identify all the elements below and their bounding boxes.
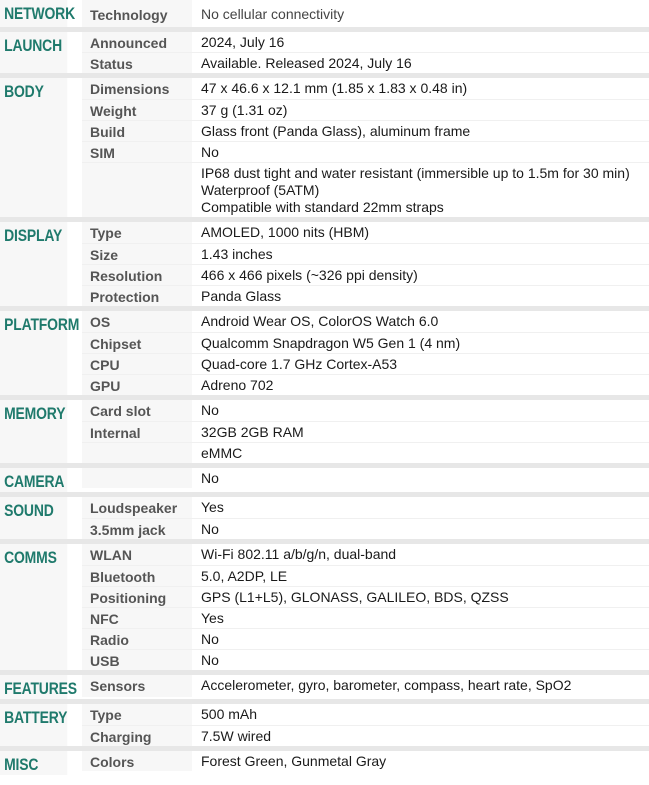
spec-value-line: 1.43 inches [201, 246, 273, 262]
section-title[interactable]: COMMS [0, 544, 67, 670]
spec-value [192, 443, 649, 463]
section-rows [82, 497, 649, 539]
spec-value-line: 2024, July 16 [201, 34, 285, 50]
spec-value [192, 704, 649, 725]
spec-value-line: 7.5W wired [201, 728, 272, 744]
spec-value [192, 333, 649, 353]
spec-value-line: Forest Green, Gunmetal Gray [201, 753, 387, 769]
spec-row [82, 421, 649, 442]
spec-value-line: Accelerometer, gyro, barometer, compass, heart rate, SpO2 [201, 677, 572, 693]
spec-value [192, 121, 649, 141]
spec-value-line: No [201, 470, 219, 486]
section-title[interactable]: BATTERY [0, 704, 67, 746]
spec-label[interactable]: Announced [82, 32, 192, 52]
spec-label[interactable]: Build [82, 121, 192, 141]
section-title[interactable]: MEMORY [0, 400, 67, 463]
spec-row [82, 704, 649, 725]
spec-label[interactable]: Protection [82, 286, 192, 306]
spec-section-camera [0, 468, 649, 497]
spec-label[interactable]: WLAN [82, 544, 192, 565]
spec-row [82, 222, 649, 243]
spec-row [82, 0, 649, 27]
section-title[interactable]: MISC [0, 751, 67, 775]
spec-value [192, 0, 649, 27]
spec-value [192, 311, 649, 332]
spec-label [82, 443, 192, 463]
section-title[interactable]: NETWORK [0, 0, 67, 27]
spec-section-comms [0, 544, 649, 675]
spec-value-line: Panda Glass [201, 288, 282, 304]
spec-value-line: eMMC [201, 445, 243, 461]
section-rows [82, 78, 649, 217]
spec-value-line: 5.0, A2DP, LE [201, 568, 288, 584]
spec-section-misc [0, 751, 649, 775]
spec-row [82, 675, 649, 697]
spec-value-line: 500 mAh [201, 706, 258, 722]
spec-row [82, 497, 649, 518]
spec-label[interactable]: Colors [82, 751, 192, 771]
section-title[interactable]: DISPLAY [0, 222, 67, 306]
spec-value [192, 53, 649, 73]
spec-row [82, 565, 649, 586]
spec-value [192, 422, 649, 442]
spec-label[interactable]: OS [82, 311, 192, 332]
spec-label[interactable]: Card slot [82, 400, 192, 421]
spec-label[interactable]: NFC [82, 608, 192, 628]
spec-value [192, 400, 649, 421]
spec-section-display [0, 222, 649, 311]
spec-row [82, 332, 649, 353]
section-rows [82, 0, 649, 27]
section-rows [82, 704, 649, 746]
spec-section-memory [0, 400, 649, 468]
spec-row [82, 285, 649, 306]
spec-row [82, 141, 649, 162]
spec-label[interactable]: Bluetooth [82, 566, 192, 586]
spec-value [192, 726, 649, 746]
spec-section-features [0, 675, 649, 704]
spec-value [192, 675, 649, 697]
spec-label[interactable]: Internal [82, 422, 192, 442]
spec-row [82, 468, 649, 488]
section-rows [82, 675, 649, 699]
section-rows [82, 468, 649, 492]
spec-label[interactable]: Technology [82, 0, 192, 27]
spec-row [82, 311, 649, 332]
spec-value [192, 222, 649, 243]
spec-label[interactable]: USB [82, 650, 192, 670]
spec-row [82, 52, 649, 73]
spec-row [82, 78, 649, 99]
spec-value-line: Qualcomm Snapdragon W5 Gen 1 (4 nm) [201, 335, 461, 351]
spec-value-line: No [201, 144, 219, 160]
spec-value [192, 286, 649, 306]
spec-label[interactable]: Type [82, 222, 192, 243]
spec-value-line: 466 x 466 pixels (~326 ppi density) [201, 267, 418, 283]
spec-label[interactable]: Chipset [82, 333, 192, 353]
spec-label[interactable]: SIM [82, 142, 192, 162]
spec-label[interactable]: Sensors [82, 675, 192, 697]
spec-value-line: Android Wear OS, ColorOS Watch 6.0 [201, 313, 439, 329]
section-title[interactable]: CAMERA [0, 468, 67, 492]
section-title[interactable]: BODY [0, 78, 67, 217]
spec-value-line: Yes [201, 499, 224, 515]
spec-value-line: IP68 dust tight and water resistant (immersible up to 1.5m for 30 min) [201, 165, 630, 181]
spec-value-line: Quad-core 1.7 GHz Cortex-A53 [201, 356, 398, 372]
spec-value [192, 265, 649, 285]
spec-section-platform [0, 311, 649, 400]
spec-value [192, 375, 649, 395]
spec-row [82, 99, 649, 120]
section-title[interactable]: SOUND [0, 497, 67, 539]
spec-label[interactable]: Size [82, 244, 192, 264]
spec-label[interactable]: Weight [82, 100, 192, 120]
spec-value-line: No [201, 521, 219, 537]
spec-row [82, 544, 649, 565]
spec-label[interactable]: 3.5mm jack [82, 519, 192, 539]
spec-label[interactable]: GPU [82, 375, 192, 395]
spec-value [192, 468, 649, 488]
spec-row [82, 32, 649, 52]
spec-row [82, 518, 649, 539]
spec-value [192, 142, 649, 162]
spec-section-battery [0, 704, 649, 751]
spec-value [192, 78, 649, 99]
spec-label[interactable]: Radio [82, 629, 192, 649]
spec-value [192, 32, 649, 52]
spec-value-line: No [201, 402, 219, 418]
section-rows [82, 751, 649, 775]
spec-value [192, 566, 649, 586]
spec-value-line: No [201, 631, 219, 647]
spec-value-line: Adreno 702 [201, 377, 274, 393]
spec-section-sound [0, 497, 649, 544]
spec-row [82, 628, 649, 649]
spec-row [82, 120, 649, 141]
section-title[interactable]: PLATFORM [0, 311, 67, 395]
spec-value-line: AMOLED, 1000 nits (HBM) [201, 224, 370, 240]
spec-row [82, 264, 649, 285]
spec-label [82, 468, 192, 488]
spec-value [192, 587, 649, 607]
spec-row [82, 400, 649, 421]
section-rows [82, 311, 649, 395]
spec-label[interactable]: Type [82, 704, 192, 725]
spec-value [192, 100, 649, 120]
section-rows [82, 32, 649, 73]
spec-value [192, 650, 649, 670]
spec-value-line: Yes [201, 610, 224, 626]
section-rows [82, 544, 649, 670]
spec-row [82, 243, 649, 264]
spec-value [192, 163, 649, 217]
section-title[interactable]: LAUNCH [0, 32, 67, 73]
spec-value-line: Glass front (Panda Glass), aluminum frame [201, 123, 471, 139]
spec-row [82, 725, 649, 746]
spec-value-line: Wi-Fi 802.11 a/b/g/n, dual-band [201, 546, 397, 562]
spec-label[interactable]: Status [82, 53, 192, 73]
spec-row [82, 353, 649, 374]
spec-label[interactable]: CPU [82, 354, 192, 374]
spec-value-line: 47 x 46.6 x 12.1 mm (1.85 x 1.83 x 0.48 in) [201, 80, 468, 96]
spec-value-line: No [201, 652, 219, 668]
spec-value-line: Compatible with standard 22mm straps [201, 199, 444, 215]
spec-row [82, 586, 649, 607]
spec-label[interactable]: Loudspeaker [82, 497, 192, 518]
spec-row [82, 374, 649, 395]
spec-value-line: No cellular connectivity [201, 6, 345, 22]
spec-value-line: 32GB 2GB RAM [201, 424, 304, 440]
spec-value-line: Waterproof (5ATM) [201, 182, 320, 198]
spec-label[interactable]: Resolution [82, 265, 192, 285]
section-rows [82, 222, 649, 306]
spec-section-launch [0, 32, 649, 78]
spec-value [192, 544, 649, 565]
spec-value [192, 608, 649, 628]
spec-value-line: GPS (L1+L5), GLONASS, GALILEO, BDS, QZSS [201, 589, 509, 605]
spec-section-body [0, 78, 649, 222]
spec-row [82, 162, 649, 217]
spec-label[interactable]: Charging [82, 726, 192, 746]
section-title[interactable]: FEATURES [0, 675, 67, 699]
spec-value [192, 244, 649, 264]
spec-value-line: 37 g (1.31 oz) [201, 102, 288, 118]
spec-section-network [0, 0, 649, 32]
spec-label [82, 163, 192, 217]
spec-row [82, 607, 649, 628]
spec-row [82, 751, 649, 771]
spec-value [192, 519, 649, 539]
spec-value [192, 354, 649, 374]
spec-row [82, 442, 649, 463]
spec-value [192, 751, 649, 771]
spec-label[interactable]: Positioning [82, 587, 192, 607]
spec-value [192, 497, 649, 518]
section-rows [82, 400, 649, 463]
spec-row [82, 649, 649, 670]
spec-value-line: Available. Released 2024, July 16 [201, 55, 412, 71]
spec-value [192, 629, 649, 649]
spec-label[interactable]: Dimensions [82, 78, 192, 99]
